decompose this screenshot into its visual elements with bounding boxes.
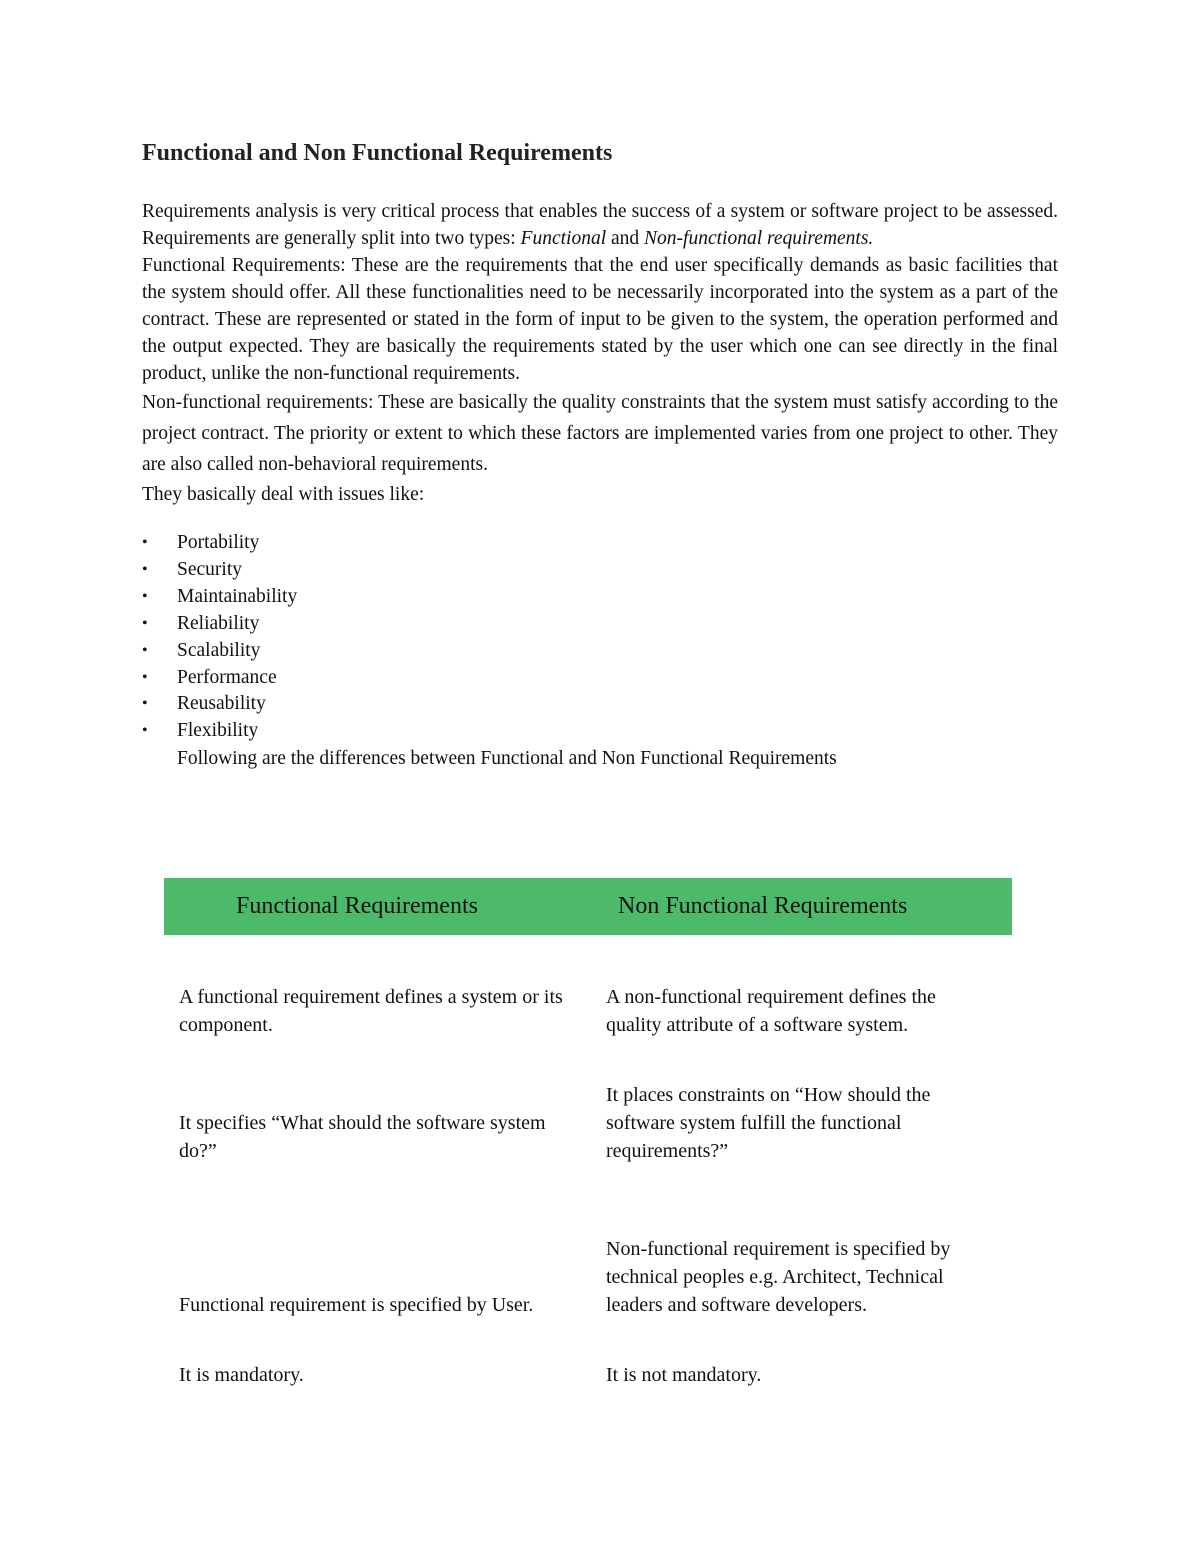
list-item <box>142 718 1058 745</box>
list-item <box>142 611 1058 638</box>
table-header-row <box>164 878 1012 935</box>
nonfunctional-paragraph: Non-functional requirements: These are basically the quality constraints that the system must satisfy according to the project contract. The priority or extent to which these factors are implemented varies from one project to other. They are also called non-behavioral requirements. <box>142 392 1058 475</box>
bullet-icon: • <box>142 614 148 632</box>
list-item-label: Maintainability <box>177 585 298 607</box>
list-item <box>142 557 1058 584</box>
bullet-icon: • <box>142 722 148 740</box>
table-row <box>164 1165 1012 1319</box>
bullet-icon: • <box>142 560 148 578</box>
list-item-label: Portability <box>177 532 260 553</box>
table-row <box>164 1319 1012 1389</box>
list-item <box>142 530 1058 557</box>
nonfunctional-term: Non-functional requirements. <box>644 228 874 249</box>
bullet-icon: • <box>142 668 148 686</box>
and-word: and <box>606 228 645 249</box>
table-row <box>164 935 1012 1039</box>
cell-functional: A functional requirement defines a system or its component. <box>179 986 563 1036</box>
document-page <box>142 140 1058 773</box>
list-item-label: Flexibility <box>177 720 259 742</box>
bullet-icon: • <box>142 587 148 605</box>
cell-functional: It specifies “What should the software system do?” <box>179 1112 546 1162</box>
header-nonfunctional: Non Functional Requirements <box>588 878 1012 935</box>
differences-lead: Following are the differences between Functional and Non Functional Requirements <box>177 748 837 770</box>
bullet-icon: • <box>142 695 148 713</box>
issues-lead: They basically deal with issues like: <box>142 484 425 505</box>
bullet-icon: • <box>142 534 148 551</box>
cell-functional: Functional requirement is specified by User. <box>179 1294 534 1316</box>
comparison-table <box>164 878 1012 1389</box>
issues-list <box>142 530 1058 745</box>
list-item-label: Reusability <box>177 693 266 715</box>
list-item-label: Scalability <box>177 639 261 661</box>
list-item <box>142 638 1058 665</box>
header-functional: Functional Requirements <box>164 878 588 935</box>
intro-text: Requirements analysis is very critical process that enables the success of a system or software project to be assessed. Requirements are generally split into two types: <box>142 201 1058 249</box>
functional-paragraph: Functional Requirements: These are the requirements that the end user specifically demands as basic facilities that the system should offer. All these functionalities need to be necessarily incorporated into the system as a part of the contract. These are represented or stated in the form of input to be given to the system, the operation performed and the output expected. They are basically the requirements stated by the user which one can see directly in the final product, unlike the non-functional requirements. <box>142 255 1058 384</box>
list-item-label: Security <box>177 558 242 580</box>
intro-paragraph <box>142 198 1058 252</box>
list-item-label: Performance <box>177 666 277 688</box>
cell-nonfunctional: It places constraints on “How should the software system fulfill the functional requirements?” <box>606 1084 931 1162</box>
cell-nonfunctional: A non-functional requirement defines the quality attribute of a software system. <box>606 986 936 1036</box>
functional-term: Functional <box>520 228 607 249</box>
document-title: Functional and Non Functional Requirements <box>142 140 613 166</box>
list-item-label: Reliability <box>177 612 260 634</box>
cell-functional: It is mandatory. <box>179 1364 304 1386</box>
bullet-icon: • <box>142 641 148 659</box>
list-item <box>142 691 1058 718</box>
list-item <box>142 665 1058 692</box>
table-row <box>164 1039 1012 1165</box>
cell-nonfunctional: Non-functional requirement is specified by technical peoples e.g. Architect, Technical leaders and software developers. <box>606 1238 951 1316</box>
list-item <box>142 584 1058 611</box>
cell-nonfunctional: It is not mandatory. <box>606 1364 762 1386</box>
